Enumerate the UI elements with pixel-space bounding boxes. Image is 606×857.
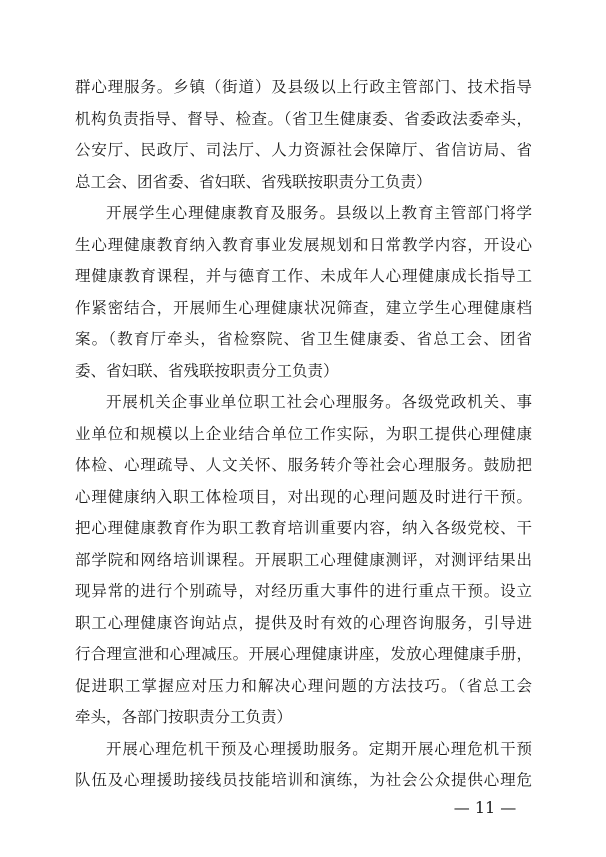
text-line: 理健康教育课程，并与德育工作、未成年人心理健康成长指导工 [75,267,532,285]
text-line: 部学院和网络培训课程。开展职工心理健康测评，对测评结果出 [75,550,532,569]
text-line: 行合理宣泄和心理减压。开展心理健康讲座，发放心理健康手册， [75,645,532,663]
text-line: 把心理健康教育作为职工教育培训重要内容，纳入各级党校、干 [75,519,532,537]
text-line: 总工会、团省委、省妇联、省残联按职责分工负责） [75,172,432,191]
text-line: 现异常的进行个别疏导，对经历重大事件的进行重点干预。设立 [75,582,532,600]
text-line: 心理健康纳入职工体检项目，对出现的心理问题及时进行干预。 [75,487,532,506]
text-line: 队伍及心理援助接线员技能培训和演练，为社会公众提供心理危 [75,771,532,789]
page-number: — 11 — [453,798,517,817]
text-line: 开展心理危机干预及心理援助服务。定期开展心理危机干预 [106,739,532,758]
text-line: 公安厅、民政厅、司法厅、人力资源社会保障厅、省信访局、省 [75,141,532,159]
text-line: 体检、心理疏导、人文关怀、服务转介等社会心理服务。鼓励把 [75,456,532,474]
text-line: 作紧密结合，开展师生心理健康状况筛查，建立学生心理健康档 [75,298,532,317]
text-line: 牵头，各部门按职责分工负责） [75,708,293,726]
text-line: 促进职工掌握应对压力和解决心理问题的方法技巧。（省总工会 [75,676,532,695]
paragraph [75,387,532,734]
document-body [75,72,532,797]
text-line: 开展学生心理健康教育及服务。县级以上教育主管部门将学 [106,204,532,222]
text-line: 委、省妇联、省残联按职责分工负责） [75,361,339,380]
text-line: 机构负责指导、督导、检查。（省卫生健康委、省委政法委牵头， [75,109,532,128]
text-line: 案。（教育厅牵头，省检察院、省卫生健康委、省总工会、团省 [75,330,532,348]
text-line: 业单位和规模以上企业结合单位工作实际，为职工提供心理健康 [75,424,532,443]
text-line: 职工心理健康咨询站点，提供及时有效的心理咨询服务，引导进 [75,613,532,632]
paragraph [75,734,532,797]
text-line: 生心理健康教育纳入教育事业发展规划和日常教学内容，开设心 [75,235,532,254]
text-line: 开展机关企事业单位职工社会心理服务。各级党政机关、事 [106,393,532,411]
paragraph [75,198,532,387]
text-line: 群心理服务。乡镇（街道）及县级以上行政主管部门、技术指导 [75,78,532,96]
paragraph [75,72,532,198]
